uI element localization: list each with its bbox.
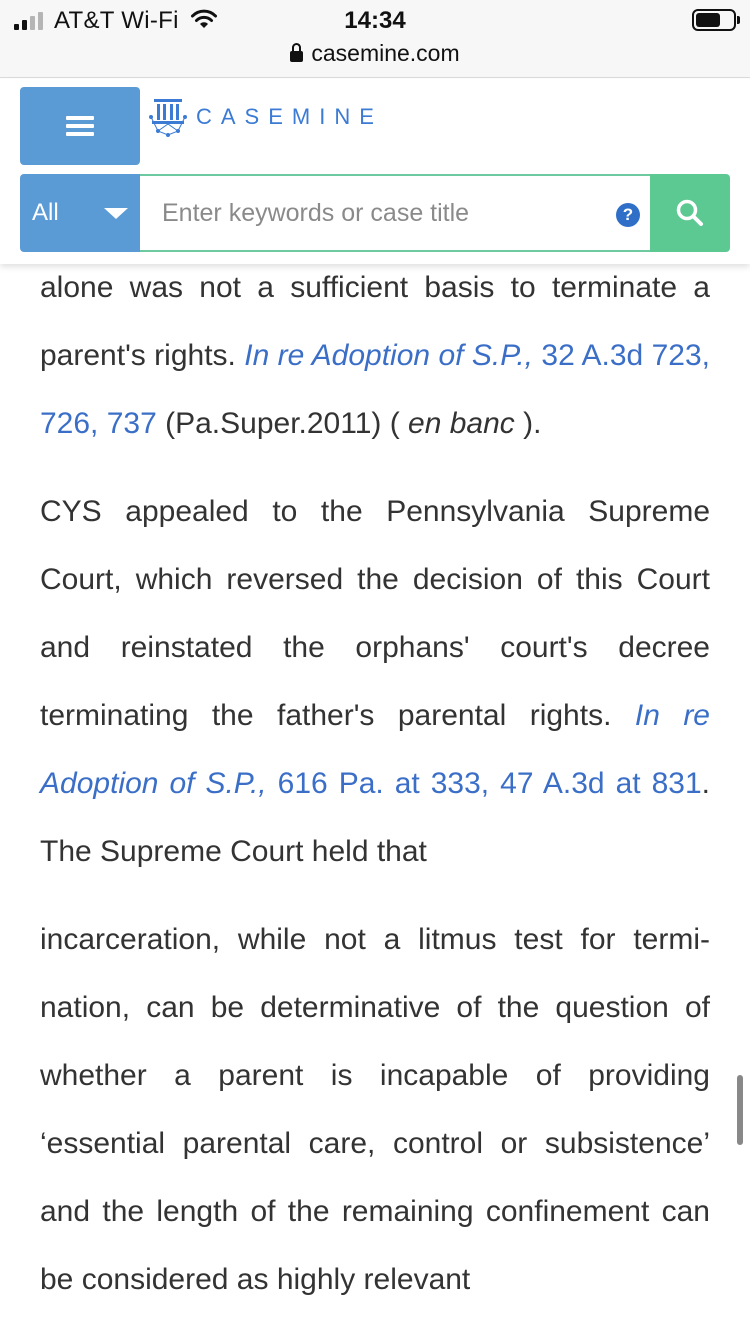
reporter-citation-link[interactable]: 32 A.3d 723, 726, 737 — [40, 339, 710, 440]
quote-text: incarceration, while not a litmus test for termination, can be determinative of the question of whether a parent is incapable of providing ‘essential parental care, control or subsistence’ and the length of the remaining confinement can be considered as highly relevant — [40, 923, 710, 1296]
pillar-logo-icon — [146, 95, 190, 139]
search-icon — [675, 198, 705, 228]
url-bar[interactable] — [0, 40, 750, 67]
menu-button[interactable] — [20, 87, 140, 165]
url-domain: casemine.com — [311, 40, 460, 66]
article-paragraph — [40, 478, 710, 886]
paragraph-text: CYS appealed to the Pennsylvania Supreme Court, which reversed the decision of this Court and reinstated the orphans' court's decree terminating the father's parental rights. — [40, 495, 710, 732]
block-quote — [40, 906, 710, 1314]
logo-text: CASEMINE — [196, 104, 383, 129]
status-time: 14:34 — [344, 7, 406, 34]
scrollbar[interactable] — [737, 1075, 743, 1145]
search-button[interactable] — [650, 174, 730, 252]
search-scope-dropdown[interactable] — [20, 174, 140, 252]
carrier-label: AT&T Wi-Fi — [54, 7, 179, 34]
search-input-container — [140, 174, 650, 252]
paragraph-text: ). — [514, 407, 542, 440]
search-bar — [20, 174, 730, 252]
paragraph-text: . The Supreme Court held that — [40, 767, 711, 868]
hamburger-icon — [66, 112, 94, 140]
lock-icon — [290, 51, 303, 62]
paragraph-text: alone was not a sufficient basis to terminate a parent's rights. — [40, 271, 710, 372]
reporter-citation-link[interactable]: 616 Pa. at 333, 47 A.3d at 831 — [266, 767, 702, 800]
case-citation-link[interactable]: In re Adoption of S.P., — [244, 339, 534, 372]
site-header — [0, 79, 750, 264]
article-body — [40, 254, 710, 1334]
casemine-logo[interactable] — [146, 95, 383, 139]
chevron-down-icon — [104, 208, 128, 219]
help-icon[interactable]: ? — [616, 203, 640, 227]
paragraph-text: (Pa.Super.2011) ( — [156, 407, 409, 440]
status-bar — [0, 0, 750, 78]
case-citation-link[interactable]: In re Adoption of S.P., — [40, 699, 710, 800]
battery-icon — [692, 9, 736, 31]
italic-text: en banc — [408, 407, 515, 440]
search-scope-label: All — [32, 199, 59, 226]
search-input[interactable] — [140, 176, 650, 250]
article-paragraph — [40, 254, 710, 458]
